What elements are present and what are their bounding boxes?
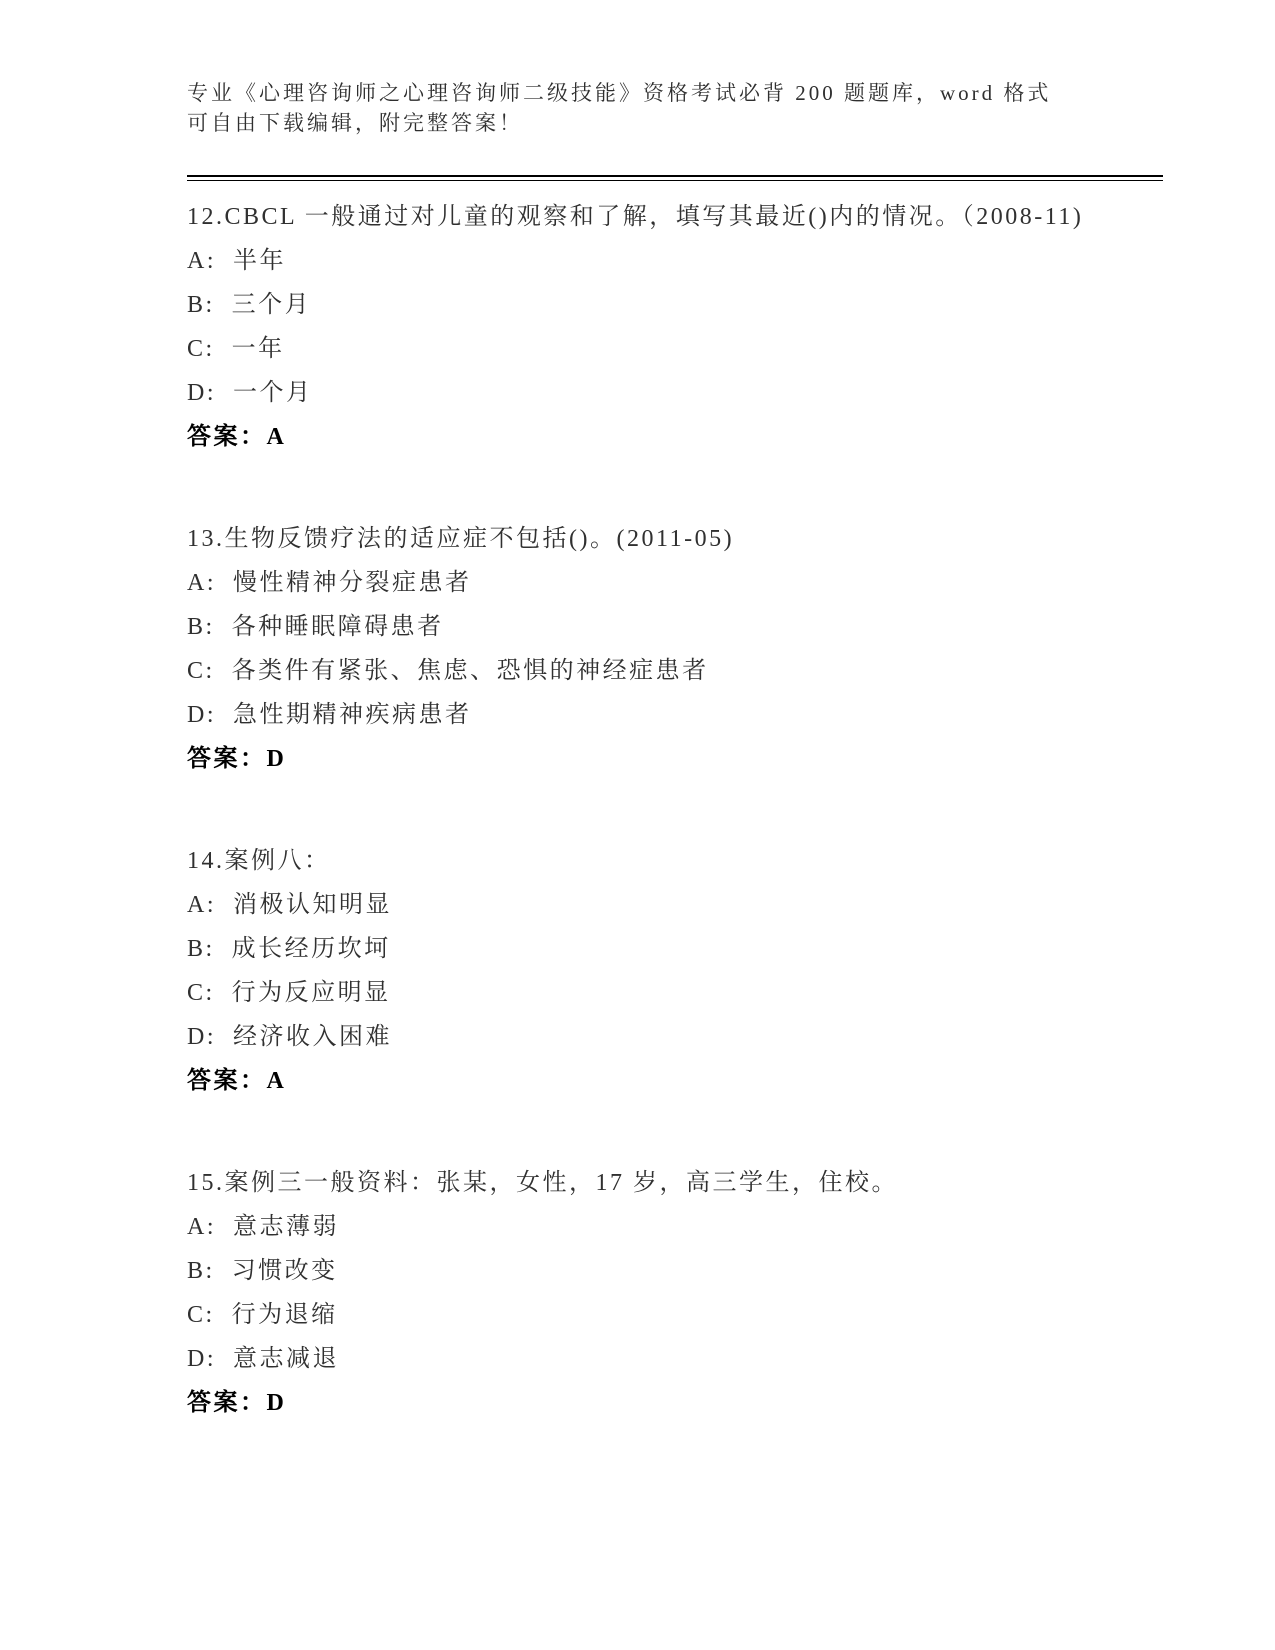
document-header [187, 78, 1163, 138]
option-a: A: 半年 [187, 248, 286, 274]
option-a: A: 消极认知明显 [187, 892, 392, 918]
document-content [187, 78, 1163, 1425]
option-b: B: 习惯改变 [187, 1258, 338, 1284]
option-d: D: 经济收入困难 [187, 1024, 392, 1050]
option-b: B: 成长经历坎坷 [187, 936, 391, 962]
question-text: 15.案例三一般资料：张某，女性，17 岁，高三学生，住校。 [187, 1170, 898, 1196]
answer-line: 答案：A [187, 1068, 287, 1094]
option-d: D: 意志减退 [187, 1346, 339, 1372]
option-c: C: 各类件有紧张、焦虑、恐惧的神经症患者 [187, 658, 709, 684]
option-c: C: 行为反应明显 [187, 980, 391, 1006]
question-block-14 [187, 839, 1163, 1103]
option-c: C: 行为退缩 [187, 1302, 338, 1328]
option-a: A: 慢性精神分裂症患者 [187, 570, 472, 596]
answer-line: 答案：D [187, 746, 287, 772]
question-block-12 [187, 195, 1163, 459]
question-text: 14.案例八： [187, 848, 331, 874]
question-text: 12.CBCL 一般通过对儿童的观察和了解，填写其最近()内的情况。（2008-11) [187, 204, 1084, 230]
header-separator-rule [187, 175, 1163, 181]
option-b: B: 三个月 [187, 292, 312, 318]
questions-list [187, 195, 1163, 1425]
question-block-13 [187, 517, 1163, 781]
header-title-line2: 可自由下载编辑，附完整答案！ [187, 111, 523, 135]
option-b: B: 各种睡眠障碍患者 [187, 614, 444, 640]
option-d: D: 急性期精神疾病患者 [187, 702, 472, 728]
option-a: A: 意志薄弱 [187, 1214, 339, 1240]
question-block-15 [187, 1161, 1163, 1425]
header-title-line1: 专业《心理咨询师之心理咨询师二级技能》资格考试必背 200 题题库，word 格式 [187, 81, 1052, 105]
answer-line: 答案：A [187, 424, 287, 450]
answer-line: 答案：D [187, 1390, 287, 1416]
question-text: 13.生物反馈疗法的适应症不包括()。(2011-05) [187, 526, 735, 552]
option-d: D: 一个月 [187, 380, 313, 406]
option-c: C: 一年 [187, 336, 285, 362]
